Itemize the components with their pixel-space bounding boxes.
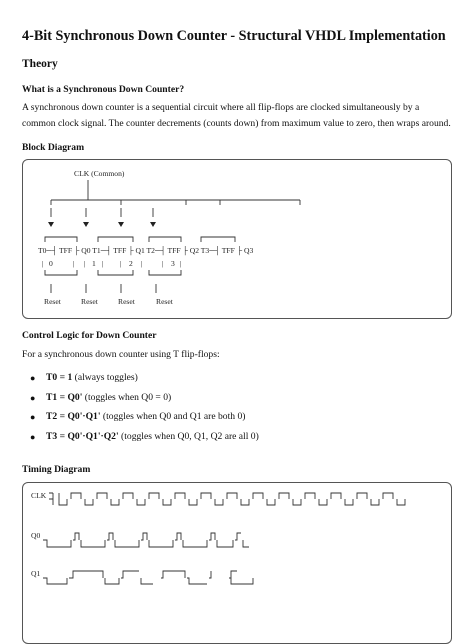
list-item: ● T0 = 1 (always toggles) — [30, 372, 138, 383]
reset-lines — [51, 284, 156, 293]
theory-subheading: What is a Synchronous Down Counter? — [22, 84, 185, 95]
svg-text:2: 2 — [129, 259, 133, 268]
clock-taps — [48, 208, 156, 227]
signal-label-q1: Q1 — [31, 569, 41, 578]
block-diagram-heading: Block Diagram — [22, 142, 85, 153]
svg-text:|: | — [120, 259, 122, 268]
signal-label-clk: CLK — [31, 491, 47, 500]
svg-text:|: | — [180, 259, 182, 268]
reset-label: Reset — [44, 297, 61, 306]
control-logic-heading: Control Logic for Down Counter — [22, 330, 157, 341]
svg-text:3: 3 — [171, 259, 175, 268]
bullet-icon: ● — [30, 373, 36, 383]
clk-waveform — [59, 493, 405, 505]
svg-text:|: | — [73, 259, 75, 268]
arrow-down-icon — [150, 222, 156, 227]
signal-label-q0: Q0 — [31, 531, 41, 540]
q1-waveform — [43, 571, 253, 584]
clk-common-label: CLK (Common) — [74, 169, 125, 178]
reset-label: Reset — [156, 297, 173, 306]
tff-bottom-brackets — [45, 270, 181, 275]
timing-diagram-box — [22, 482, 452, 644]
reset-label: Reset — [81, 297, 98, 306]
arrow-down-icon — [48, 222, 54, 227]
tff-top-brackets — [45, 237, 235, 242]
bullet-icon: ● — [30, 392, 36, 403]
timing-diagram-svg — [23, 483, 451, 633]
control-logic-intro: For a synchronous down counter using T flip-flops: — [22, 349, 220, 360]
q0-waveform — [43, 533, 249, 547]
theory-paragraph: A synchronous down counter is a sequential circuit where all flip-flops are clocked simultaneously by a common clock signal. The counter decrements (counts down) from maximum value to zero, then wraps around. — [22, 102, 451, 129]
reset-label: Reset — [118, 297, 135, 306]
bullet-icon: ● — [30, 431, 36, 442]
svg-text:0: 0 — [49, 259, 53, 268]
list-item: ● T3 = Q0'·Q1'·Q2' (toggles when Q0, Q1, Q2 are all 0) — [30, 430, 259, 442]
svg-text:|: | — [162, 259, 164, 268]
arrow-down-icon — [118, 222, 124, 227]
list-item: ● T2 = Q0'·Q1' (toggles when Q0 and Q1 are both 0) — [30, 411, 246, 422]
svg-text:|: | — [102, 259, 104, 268]
block-diagram-box — [22, 159, 452, 319]
svg-text:|: | — [141, 259, 143, 268]
svg-text:1: 1 — [92, 259, 96, 268]
svg-text:|: | — [84, 259, 86, 268]
tff-chain-text: T0─┤ TFF ├ Q0 T1─┤ TFF ├ Q1 T2─┤ TFF ├ Q2 T3─┤ TFF ├ Q3 — [38, 246, 254, 255]
bullet-icon: ● — [30, 412, 36, 422]
theory-heading: Theory — [22, 58, 58, 70]
clk-waveform-start — [49, 493, 53, 505]
timing-diagram-heading: Timing Diagram — [22, 464, 91, 475]
tff-index-row — [42, 259, 182, 268]
svg-text:|: | — [42, 259, 44, 268]
control-logic-list — [30, 372, 259, 450]
list-item: ● T1 = Q0' (toggles when Q0 = 0) — [30, 391, 172, 403]
arrow-down-icon — [83, 222, 89, 227]
page-title: 4-Bit Synchronous Down Counter - Structural VHDL Implementation — [22, 28, 446, 44]
block-diagram-svg — [23, 160, 451, 318]
